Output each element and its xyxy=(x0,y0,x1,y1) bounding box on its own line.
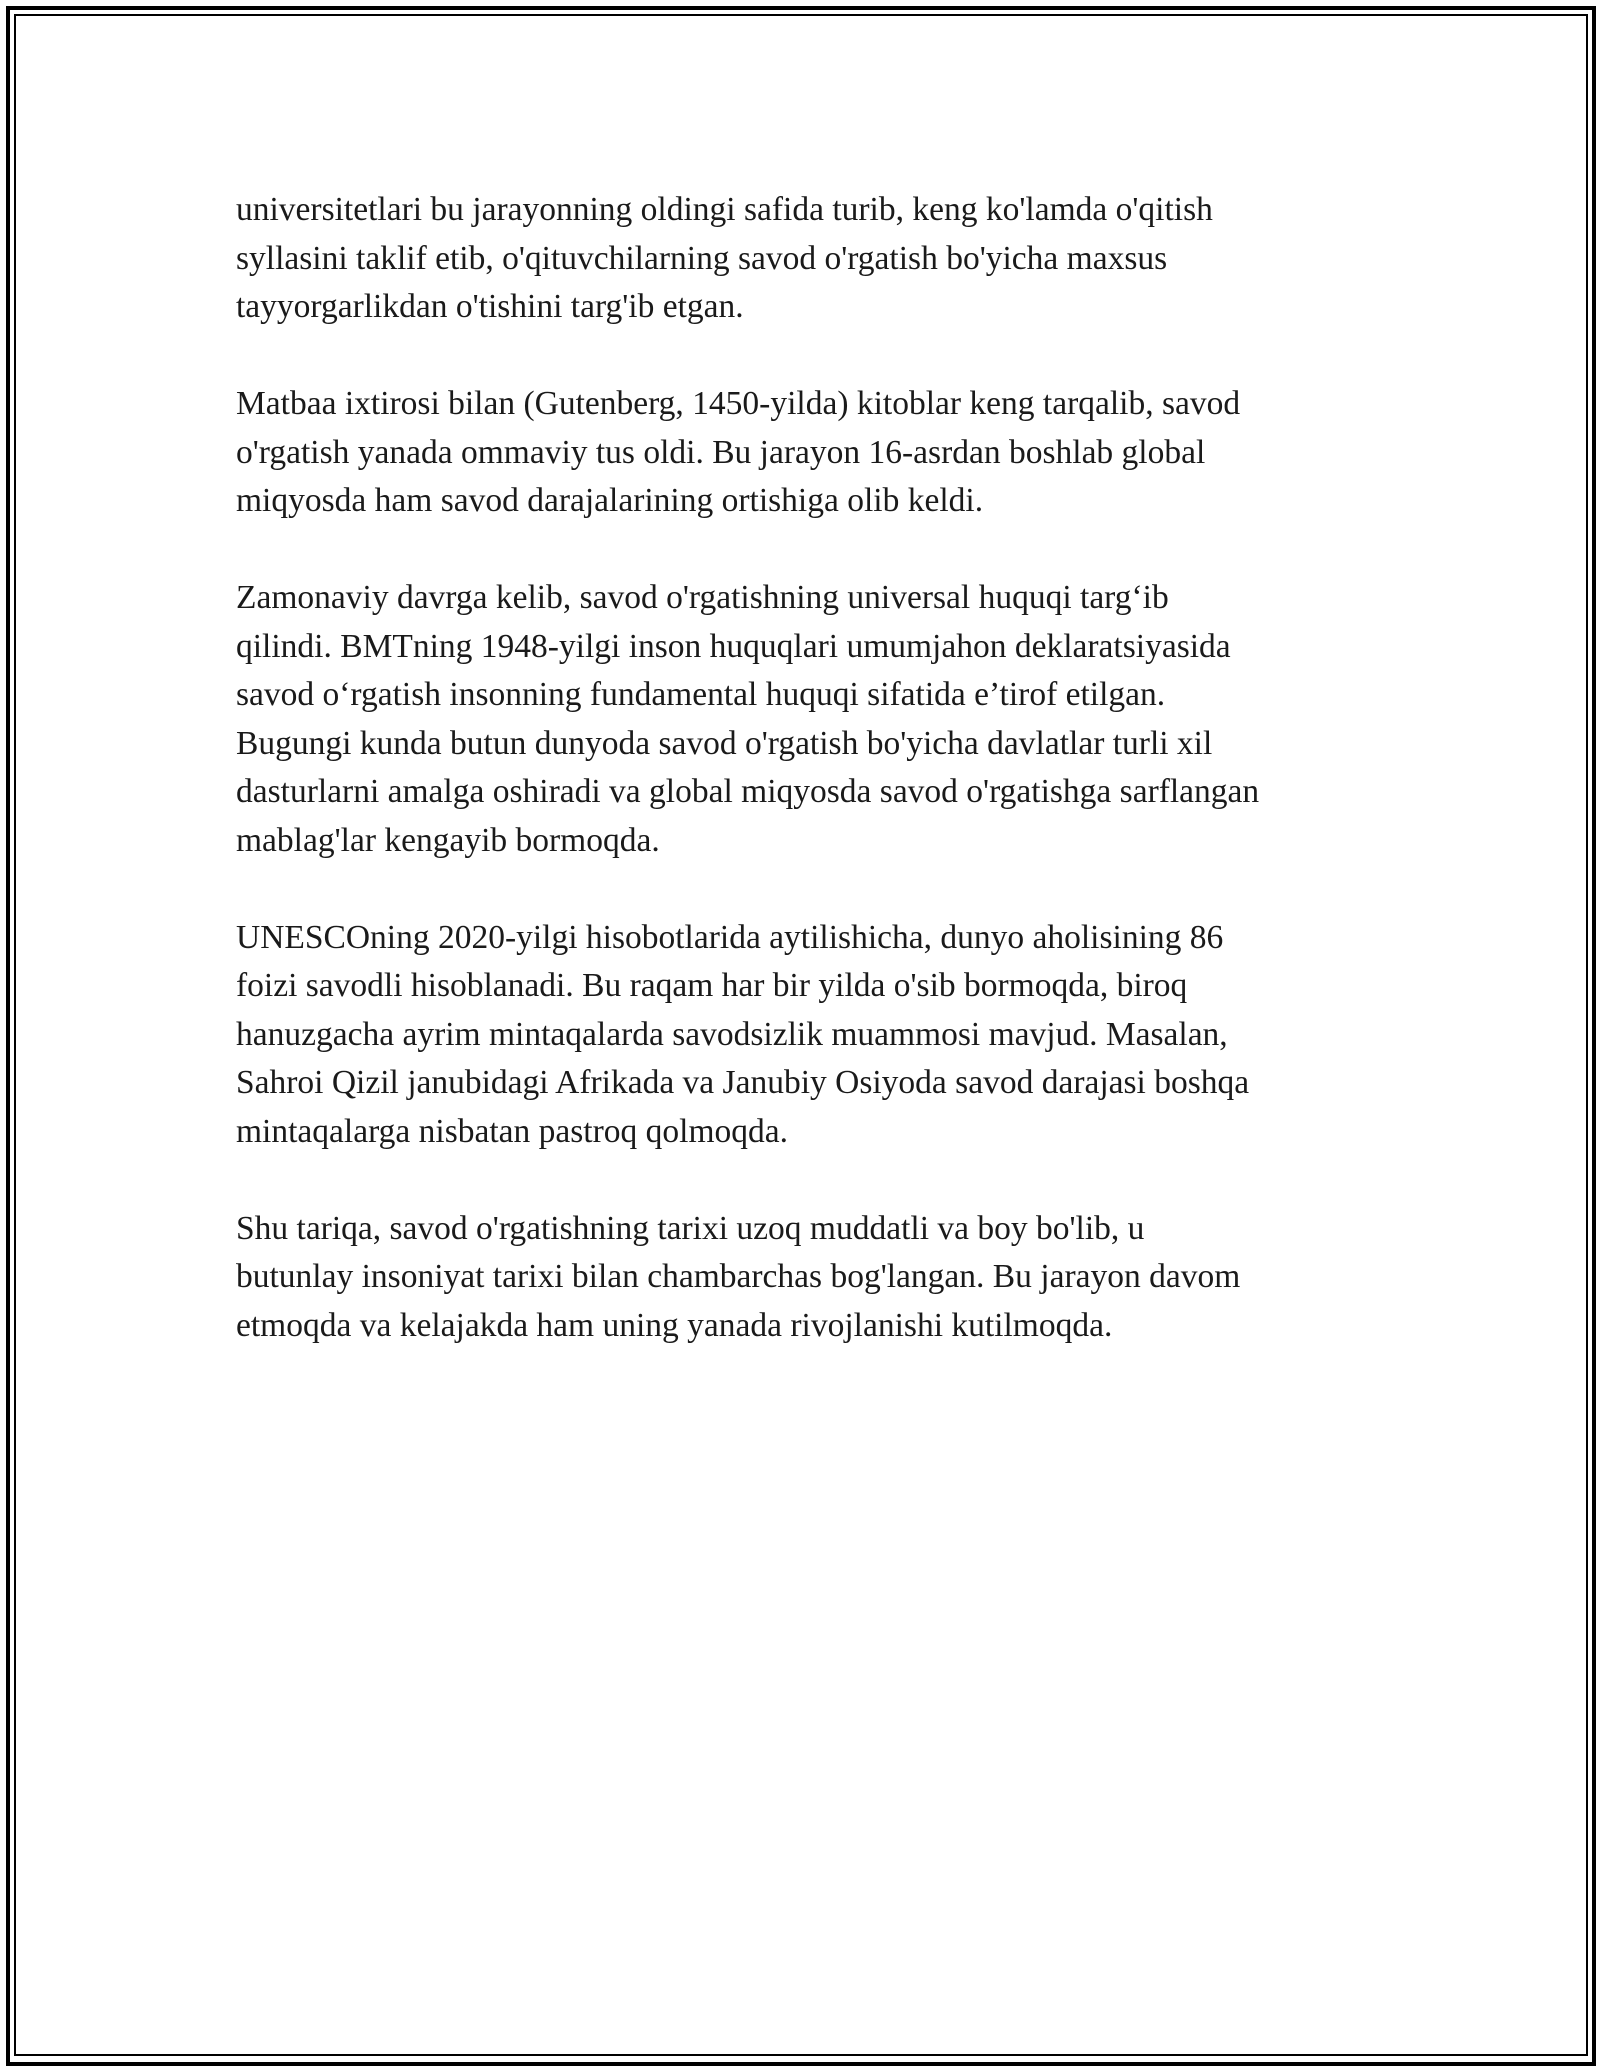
paragraph-modern-era: Zamonaviy davrga kelib, savod o'rgatishning universal huquqi targ‘ib qilindi. BMTning 1948-yilgi inson huquqlari umumjahon deklaratsiyasida savod o‘rgatish insonning fundamental huquqi sifatida e’tirof etilgan. Bugungi kunda butun dunyoda savod o'rgatish bo'yicha davlatlar turli xil dasturlarni amalga oshiradi va global miqyosda savod o'rgatishga sarflangan mablag'lar kengayib bormoqda. xyxy=(236,579,1260,859)
paragraph-universities: universitetlari bu jarayonning oldingi safida turib, keng ko'lamda o'qitish syllasini taklif etib, o'qituvchilarning savod o'rgatish bo'yicha maxsus tayyorgarlikdan o'tishini targ'ib etgan. xyxy=(236,191,1213,325)
paragraph-printing-press: Matbaa ixtirosi bilan (Gutenberg, 1450-yilda) kitoblar keng tarqalib, savod o'rgatish yanada ommaviy tus oldi. Bu jarayon 16-asrdan boshlab global miqyosda ham savod darajalarining ortishiga olib keldi. xyxy=(236,385,1241,519)
paragraph-unesco-report: UNESCOning 2020-yilgi hisobotlarida aytilishicha, dunyo aholisining 86 foizi savodli hisoblanadi. Bu raqam har bir yilda o'sib bormoqda, biroq hanuzgacha ayrim mintaqalarda savodsizlik muammosi mavjud. Masalan, Sahroi Qizil janubidagi Afrikada va Janubiy Osiyoda savod darajasi boshqa mintaqalarga nisbatan pastroq qolmoqda. xyxy=(236,918,1250,1150)
document-body xyxy=(236,186,1366,1399)
paragraph-conclusion: Shu tariqa, savod o'rgatishning tarixi uzoq muddatli va boy bo'lib, u butunlay insoniyat tarixi bilan chambarchas bog'langan. Bu jarayon davom etmoqda va kelajakda ham uning yanada rivojlanishi kutilmoqda. xyxy=(236,1209,1241,1344)
